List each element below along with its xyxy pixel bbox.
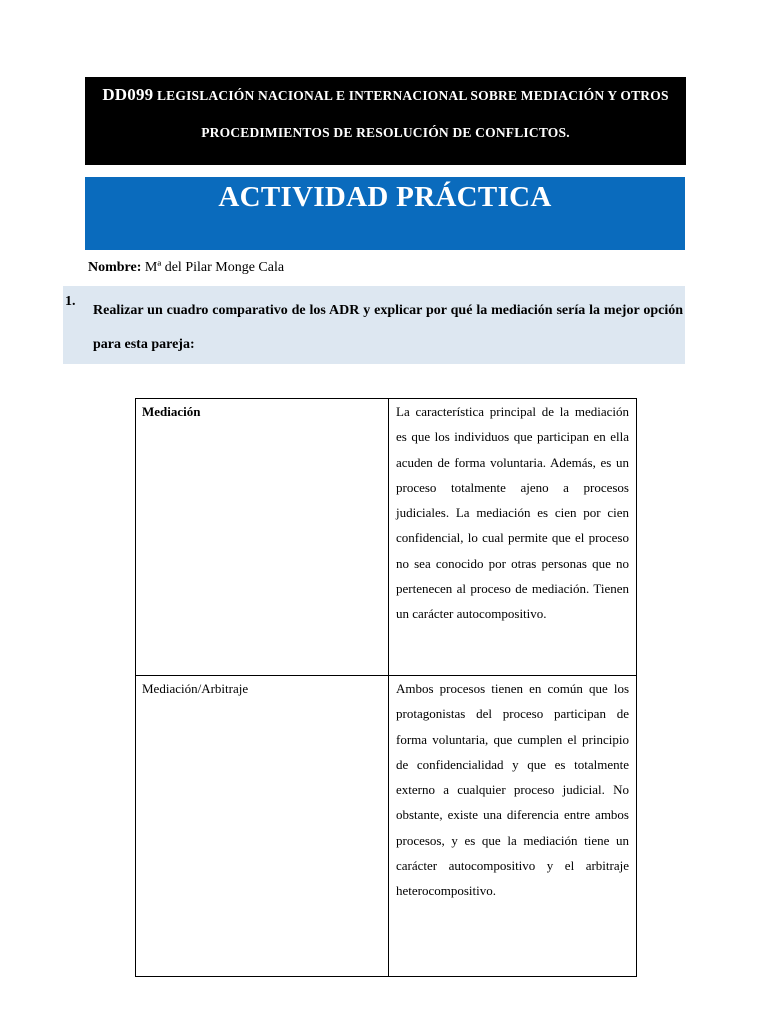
course-title-line-1	[85, 85, 686, 105]
task-number: 1.	[65, 294, 76, 309]
course-title-banner	[85, 77, 686, 165]
table-cell-term	[136, 676, 389, 977]
task-text: Realizar un cuadro comparativo de los ADR y explicar por qué la mediación sería la mejor opción para esta pareja:	[93, 303, 683, 352]
course-title-part-2: PROCEDIMIENTOS DE RESOLUCIÓN DE CONFLICTOS	[201, 125, 567, 140]
task-statement	[63, 286, 685, 364]
table-row	[136, 676, 637, 977]
table-cell-term	[136, 399, 389, 676]
table-cell-description: Ambos procesos tienen en común que los protagonistas del proceso participan de forma voluntaria, que cumplen el principio de confidencialidad y que es totalmente externo a cualquier proceso judicial. No obstante, existe una diferencia entre ambos procesos, y es que la mediación tiene un carácter autocompositivo y el arbitraje heterocompositivo.	[389, 676, 637, 977]
student-name-label: Nombre:	[88, 260, 142, 275]
course-title-part-1: LEGISLACIÓN NACIONAL E INTERNACIONAL SOBRE MEDIACIÓN Y OTROS	[156, 88, 669, 103]
term-mediacion: Mediación	[142, 404, 201, 419]
table-row	[136, 399, 637, 676]
student-name-row	[88, 260, 284, 276]
course-title-line-2	[85, 125, 686, 141]
student-name: Mª del Pilar Monge Cala	[144, 260, 285, 275]
course-code: DD099	[102, 85, 154, 104]
adr-comparison-table	[135, 398, 637, 977]
course-title-period: .	[566, 125, 570, 140]
activity-title: ACTIVIDAD PRÁCTICA	[218, 181, 552, 213]
table-cell-description: La característica principal de la mediación es que los individuos que participan en ella acuden de forma voluntaria. Además, es un proceso totalmente ajeno a procesos judiciales. La mediación es cien por cien confidencial, lo cual permite que el proceso no sea conocido por otras personas que no pertenecen al proceso de mediación. Tienen un carácter autocompositivo.	[389, 399, 637, 676]
activity-banner	[85, 177, 685, 250]
term-mediacion-arbitraje: Mediación/Arbitraje	[142, 681, 249, 696]
